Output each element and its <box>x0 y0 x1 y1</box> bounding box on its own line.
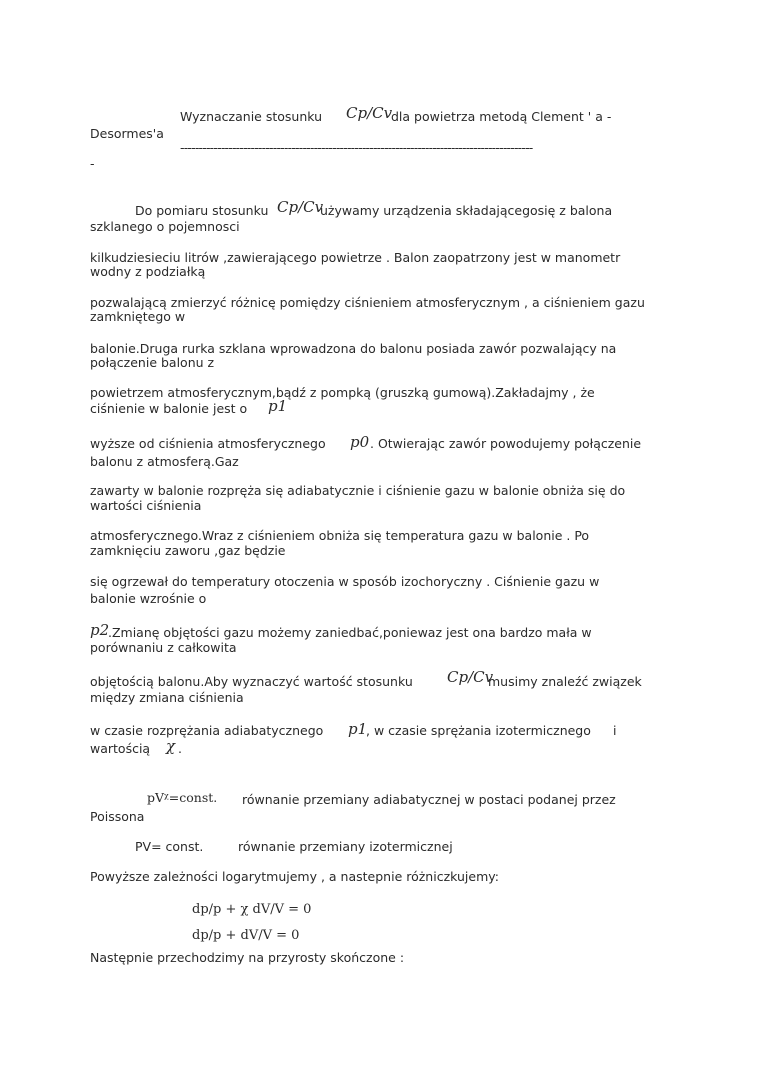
title-dash-line-2: - <box>90 156 95 171</box>
isothermal-formula: PV= const. <box>135 839 204 854</box>
title-ratio-symbol: Cp/Cv <box>346 104 393 122</box>
paragraph-1-line2: wodny z podziałką <box>90 264 206 279</box>
paragraph-11-line2a: wartością <box>90 741 151 756</box>
final-text: Następnie przechodzimy na przyrosty skończone : <box>90 950 405 965</box>
paragraph-10-b: musimy znaleźć związek <box>488 674 642 689</box>
paragraph-3-line1: balonie.Druga rurka szklana wprowadzona do balonu posiada zawór pozwalający na <box>90 341 617 356</box>
paragraph-1-line1: kilkudziesieciu litrów ,zawierającego powietrze . Balon zaopatrzony jest w manometr <box>90 250 621 265</box>
paragraph-5-b: . Otwierając zawór powodujemy połączenie <box>370 436 642 451</box>
paragraph-0-a: Do pomiaru stosunku <box>135 203 269 218</box>
paragraph-5-symbol: p0 <box>350 433 370 451</box>
paragraph-11-symbol: p1 <box>348 720 368 738</box>
poisson-formula: pVᵡ=const. <box>147 790 218 805</box>
title-suffix: dla powietrza metodą Clement ' a - <box>391 109 612 124</box>
paragraph-5-a: wyższe od ciśnienia atmosferycznego <box>90 436 326 451</box>
log-text: Powyższe zależności logarytmujemy , a nastepnie różniczkujemy: <box>90 869 499 884</box>
paragraph-9-a: .Zmianę objętości gazu możemy zaniedbać,poniewaz jest ona bardzo mała w <box>108 625 592 640</box>
paragraph-2-line1: pozwalającą zmierzyć różnicę pomiędzy ciśnieniem atmosferycznym , a ciśnieniem gazu <box>90 295 645 310</box>
paragraph-6-line1: zawarty w balonie rozpręża się adiabatycznie i ciśnienie gazu w balonie obniża się do <box>90 483 626 498</box>
paragraph-4-line2: ciśnienie w balonie jest o <box>90 401 248 416</box>
paragraph-7-line1: atmosferycznego.Wraz z ciśnieniem obniża się temperatura gazu w balonie . Po <box>90 528 590 543</box>
poisson-text: równanie przemiany adiabatycznej w postaci podanej przez <box>242 792 616 807</box>
paragraph-6-line2: wartości ciśnienia <box>90 498 202 513</box>
title-continuation: Desormes'a <box>90 126 164 141</box>
title-dash-line: ----------------------------------------------------------------------------------------------- <box>180 140 533 155</box>
paragraph-0-symbol: Cp/Cv <box>277 198 324 216</box>
paragraph-11-a: w czasie rozprężania adiabatycznego <box>90 723 324 738</box>
isothermal-text: równanie przemiany izotermicznej <box>238 839 453 854</box>
paragraph-7-line2: zamknięciu zaworu ,gaz będzie <box>90 543 286 558</box>
differential-equation-1: dp/p + χ dV/V = 0 <box>192 902 312 917</box>
paragraph-11-line2b: . <box>178 741 182 756</box>
paragraph-10-a: objętością balonu.Aby wyznaczyć wartość stosunku <box>90 674 413 689</box>
paragraph-4-symbol: p1 <box>268 397 288 415</box>
paragraph-0-line2: szklanego o pojemnosci <box>90 219 240 234</box>
paragraph-11-chi: χ <box>166 737 176 755</box>
poisson-continuation: Poissona <box>90 809 145 824</box>
paragraph-9-symbol: p2 <box>90 621 110 639</box>
paragraph-9-line2: porównaniu z całkowita <box>90 640 237 655</box>
paragraph-10-line2: między zmiana ciśnienia <box>90 690 244 705</box>
paragraph-2-line2: zamkniętego w <box>90 309 186 324</box>
paragraph-3-line2: połączenie balonu z <box>90 355 215 370</box>
differential-equation-2: dp/p + dV/V = 0 <box>192 928 300 943</box>
paragraph-10-symbol: Cp/Cv <box>447 668 494 686</box>
paragraph-4-line1: powietrzem atmosferycznym,bądź z pompką (gruszką gumową).Zakładajmy , że <box>90 385 595 400</box>
paragraph-11-c: i <box>613 723 617 738</box>
title-prefix: Wyznaczanie stosunku <box>180 109 323 124</box>
paragraph-8-line1: się ogrzewał do temperatury otoczenia w sposób izochoryczny . Ciśnienie gazu w <box>90 574 600 589</box>
paragraph-0-b: używamy urządzenia składającegosię z balona <box>320 203 613 218</box>
paragraph-8-line2: balonie wzrośnie o <box>90 591 207 606</box>
paragraph-11-b: , w czasie sprężania izotermicznego <box>366 723 591 738</box>
paragraph-5-line2: balonu z atmosferą.Gaz <box>90 454 239 469</box>
